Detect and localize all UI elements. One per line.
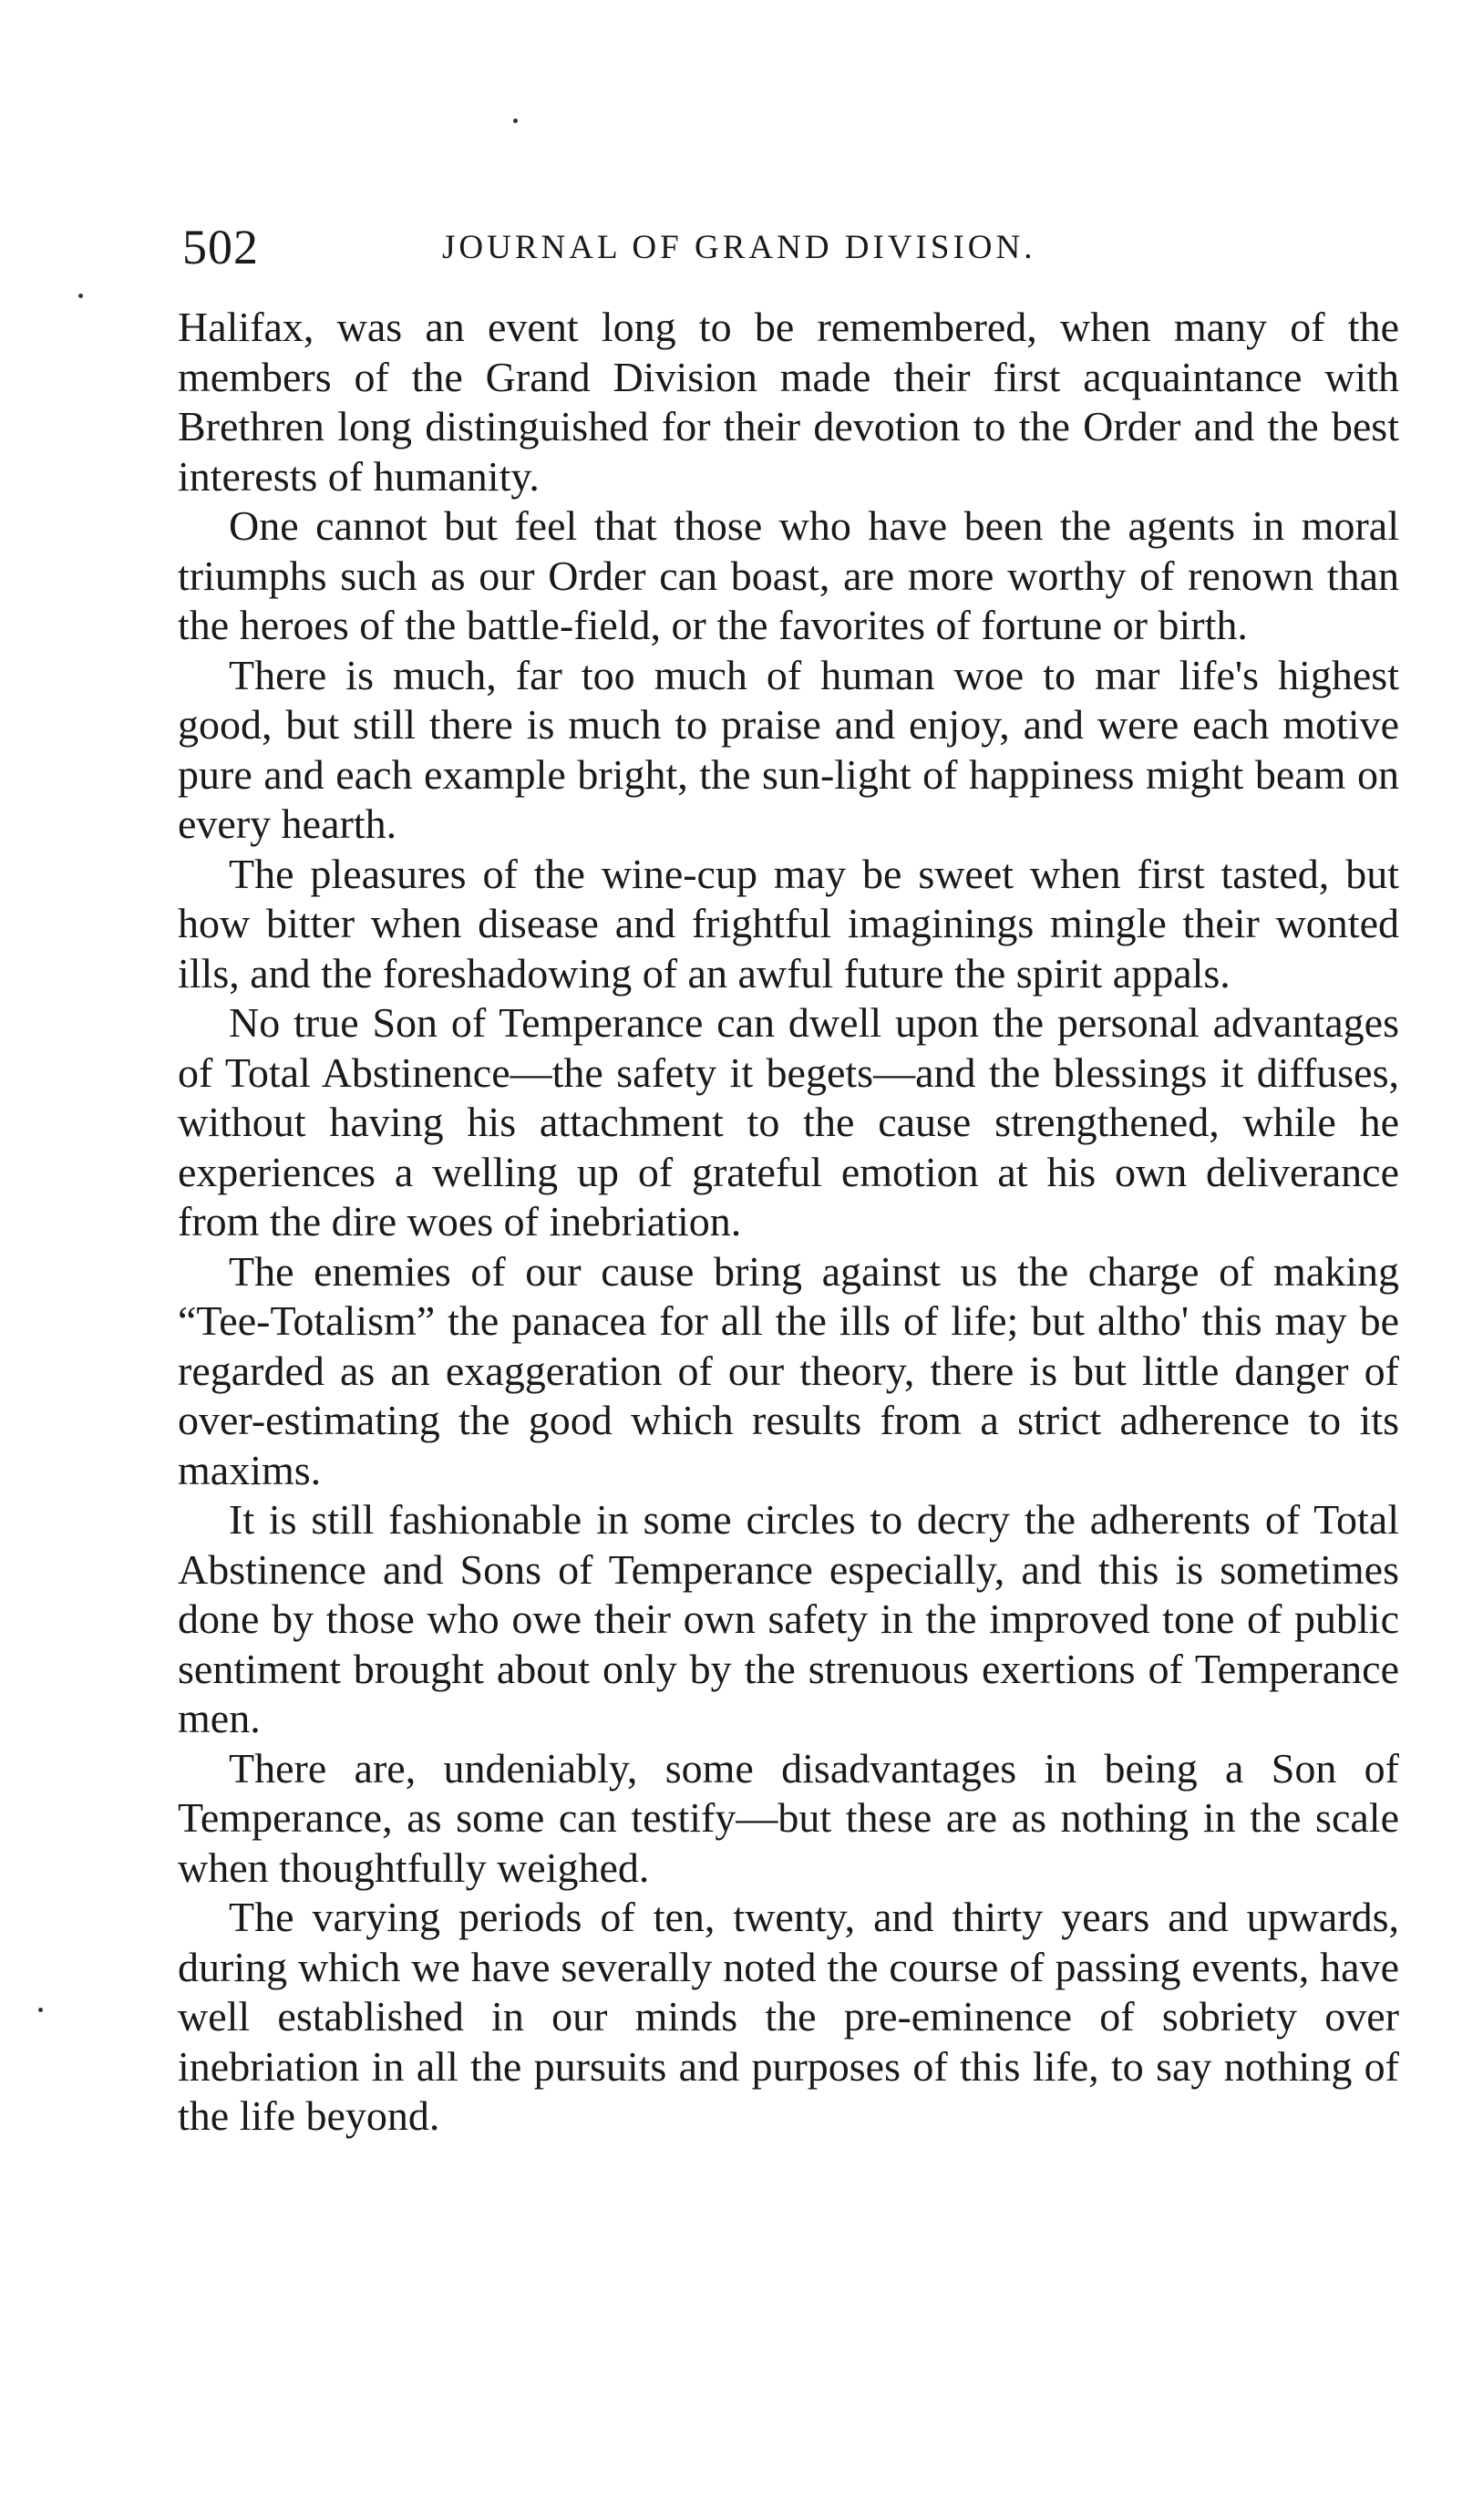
paragraph-enemies: The enemies of our cause bring against us the charge of making “Tee-Totalism” the panacea for all the ills of life; but altho' this may be regarded as an exaggeration of our theory, there is but little danger of over-estimating the good which results from a strict adherence to its maxims. — [178, 1247, 1399, 1493]
paragraph-varying-periods: The varying periods of ten, twenty, and thirty years and upwards, during which we have severally noted the course of passing events, have well established in our minds the pre-eminence of sobriety over inebriation in all the pursuits and purposes of this life, to say nothing of the life beyond. — [178, 1894, 1399, 2139]
page-number: 502 — [182, 220, 259, 274]
paragraph-human-woe: There is much, far too much of human woe to mar life's highest good, but still there is much to praise and enjoy, and were each motive pure and each example bright, the sun-light of happiness might beam on every hearth. — [178, 651, 1399, 847]
paragraph-moral-triumphs: One cannot but feel that those who have been the agents in moral triumphs such as our Order can boast, are more worthy of renown than the heroes of the battle-field, or the favorites of fortune or birth. — [178, 502, 1399, 648]
running-title: JOURNAL OF GRAND DIVISION. — [442, 229, 1036, 266]
paragraph-fashionable: It is still fashionable in some circles to decry the adherents of Total Abstinence and Sons of Temperance especially, and this is sometimes done by those who owe their own safety in the improved tone of public sentiment brought about only by the strenuous exertions of Temperance men. — [178, 1496, 1399, 1741]
body-text — [178, 303, 1399, 2142]
print-speck — [513, 119, 518, 123]
paragraph-wine-cup: The pleasures of the wine-cup may be sweet when first tasted, but how bitter when disease and frightful imaginings mingle their wonted ills, and the foreshadowing of an awful future the spirit appals. — [178, 850, 1399, 997]
paragraph-disadvantages: There are, undeniably, some disadvantages in being a Son of Temperance, as some can testify—but these are as nothing in the scale when thoughtfully weighed. — [178, 1744, 1399, 1891]
paragraph-total-abstinence: No true Son of Temperance can dwell upon the personal advantages of Total Abstinence—the safety it begets—and the blessings it diffuses, without having his attachment to the cause strengthened, while he experiences a welling up of grateful emotion at his own deliverance from the dire woes of inebriation. — [178, 999, 1399, 1245]
page-header — [182, 215, 1413, 279]
paragraph-halifax: Halifax, was an event long to be remembered, when many of the members of the Grand Division made their first acquaintance with Brethren long distinguished for their devotion to the Order and the best interests of humanity. — [178, 304, 1399, 500]
print-speck — [38, 2008, 43, 2012]
print-speck — [78, 294, 83, 298]
